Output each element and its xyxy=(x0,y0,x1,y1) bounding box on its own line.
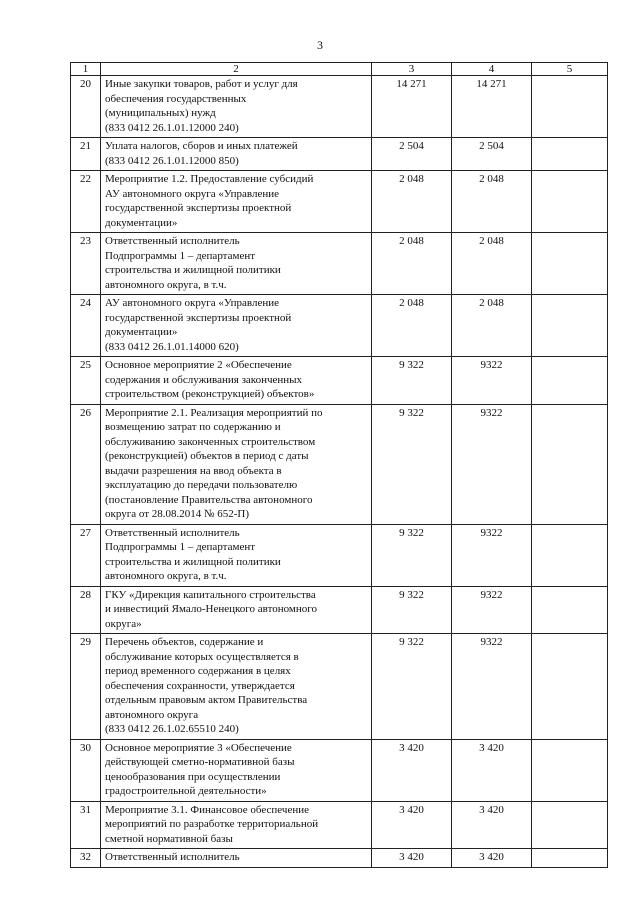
description-cell: Ответственный исполнитель Подпрограммы 1 – департамент строительства и жилищной политики автономного округа, в т.ч. xyxy=(101,233,372,295)
column-3-value: 9 322 xyxy=(372,357,452,405)
row-number-cell: 22 xyxy=(71,171,101,233)
column-5-value xyxy=(532,524,608,586)
column-4-value: 9322 xyxy=(452,586,532,634)
description-cell: Перечень объектов, содержание и обслуживание которых осуществляется в период временного содержания в целях обеспечения сохранности, утверждается отдельным правовым актом Правительства автономного округа (833 0412 26.1.02.65510 240) xyxy=(101,634,372,740)
table-row xyxy=(71,76,608,138)
column-3-value: 9 322 xyxy=(372,404,452,524)
row-number-cell: 27 xyxy=(71,524,101,586)
column-header-4: 4 xyxy=(452,63,532,76)
column-5-value xyxy=(532,801,608,849)
table-row xyxy=(71,138,608,171)
description-cell: ГКУ «Дирекция капитального строительства и инвестиций Ямало-Ненецкого автономного округа» xyxy=(101,586,372,634)
description-cell: Уплата налогов, сборов и иных платежей (833 0412 26.1.01.12000 850) xyxy=(101,138,372,171)
table-row xyxy=(71,801,608,849)
column-4-value: 3 420 xyxy=(452,801,532,849)
row-number-cell: 24 xyxy=(71,295,101,357)
column-3-value: 9 322 xyxy=(372,634,452,740)
description-cell: Основное мероприятие 2 «Обеспечение содержания и обслуживания законченных строительством (реконструкцией) объектов» xyxy=(101,357,372,405)
column-5-value xyxy=(532,171,608,233)
column-5-value xyxy=(532,295,608,357)
column-5-value xyxy=(532,849,608,868)
row-number-cell: 32 xyxy=(71,849,101,868)
row-number-cell: 20 xyxy=(71,76,101,138)
column-3-value: 3 420 xyxy=(372,801,452,849)
column-5-value xyxy=(532,634,608,740)
column-3-value: 14 271 xyxy=(372,76,452,138)
column-5-value xyxy=(532,739,608,801)
column-5-value xyxy=(532,138,608,171)
budget-table xyxy=(70,62,608,868)
description-cell: Основное мероприятие 3 «Обеспечение действующей сметно-нормативной базы ценообразования при осуществлении градостроительной деятельности» xyxy=(101,739,372,801)
table-row xyxy=(71,634,608,740)
row-number-cell: 26 xyxy=(71,404,101,524)
column-header-3: 3 xyxy=(372,63,452,76)
column-3-value: 3 420 xyxy=(372,739,452,801)
row-number-cell: 25 xyxy=(71,357,101,405)
column-4-value: 9322 xyxy=(452,634,532,740)
table-row xyxy=(71,849,608,868)
description-cell: Ответственный исполнитель Подпрограммы 1 – департамент строительства и жилищной политики автономного округа, в т.ч. xyxy=(101,524,372,586)
description-cell: Мероприятие 3.1. Финансовое обеспечение мероприятий по разработке территориальной сметной нормативной базы xyxy=(101,801,372,849)
column-3-value: 9 322 xyxy=(372,524,452,586)
column-header-5: 5 xyxy=(532,63,608,76)
table-row xyxy=(71,586,608,634)
column-4-value: 14 271 xyxy=(452,76,532,138)
page-number: 3 xyxy=(317,38,323,52)
column-5-value xyxy=(532,76,608,138)
column-header-2: 2 xyxy=(101,63,372,76)
row-number-cell: 29 xyxy=(71,634,101,740)
column-4-value: 2 504 xyxy=(452,138,532,171)
column-5-value xyxy=(532,586,608,634)
column-4-value: 9322 xyxy=(452,524,532,586)
column-3-value: 9 322 xyxy=(372,586,452,634)
table-row xyxy=(71,233,608,295)
table-row xyxy=(71,739,608,801)
description-cell: Мероприятие 2.1. Реализация мероприятий по возмещению затрат по содержанию и обслуживанию законченных строительством (реконструкцией) объектов в период с даты выдачи разрешения на ввод объекта в эксплуатацию до передачи пользователю (постановление Правительства автономного округа от 28.08.2014 № 652-П) xyxy=(101,404,372,524)
description-cell: Ответственный исполнитель xyxy=(101,849,372,868)
description-cell: Иные закупки товаров, работ и услуг для обеспечения государственных (муниципальных) нужд (833 0412 26.1.01.12000 240) xyxy=(101,76,372,138)
column-4-value: 3 420 xyxy=(452,849,532,868)
column-3-value: 2 504 xyxy=(372,138,452,171)
column-4-value: 2 048 xyxy=(452,171,532,233)
column-4-value: 9322 xyxy=(452,357,532,405)
table-header-row xyxy=(71,63,608,76)
column-5-value xyxy=(532,233,608,295)
column-4-value: 2 048 xyxy=(452,233,532,295)
row-number-cell: 23 xyxy=(71,233,101,295)
column-5-value xyxy=(532,404,608,524)
table-row xyxy=(71,524,608,586)
row-number-cell: 21 xyxy=(71,138,101,171)
column-3-value: 2 048 xyxy=(372,171,452,233)
row-number-cell: 28 xyxy=(71,586,101,634)
row-number-cell: 31 xyxy=(71,801,101,849)
column-3-value: 3 420 xyxy=(372,849,452,868)
column-header-1: 1 xyxy=(71,63,101,76)
column-3-value: 2 048 xyxy=(372,233,452,295)
table-row xyxy=(71,404,608,524)
column-5-value xyxy=(532,357,608,405)
table-row xyxy=(71,357,608,405)
description-cell: АУ автономного округа «Управление государственной экспертизы проектной документации» (833 0412 26.1.01.14000 620) xyxy=(101,295,372,357)
table-row xyxy=(71,295,608,357)
column-4-value: 3 420 xyxy=(452,739,532,801)
row-number-cell: 30 xyxy=(71,739,101,801)
table-row xyxy=(71,171,608,233)
column-3-value: 2 048 xyxy=(372,295,452,357)
column-4-value: 2 048 xyxy=(452,295,532,357)
description-cell: Мероприятие 1.2. Предоставление субсидий АУ автономного округа «Управление государственной экспертизы проектной документации» xyxy=(101,171,372,233)
column-4-value: 9322 xyxy=(452,404,532,524)
